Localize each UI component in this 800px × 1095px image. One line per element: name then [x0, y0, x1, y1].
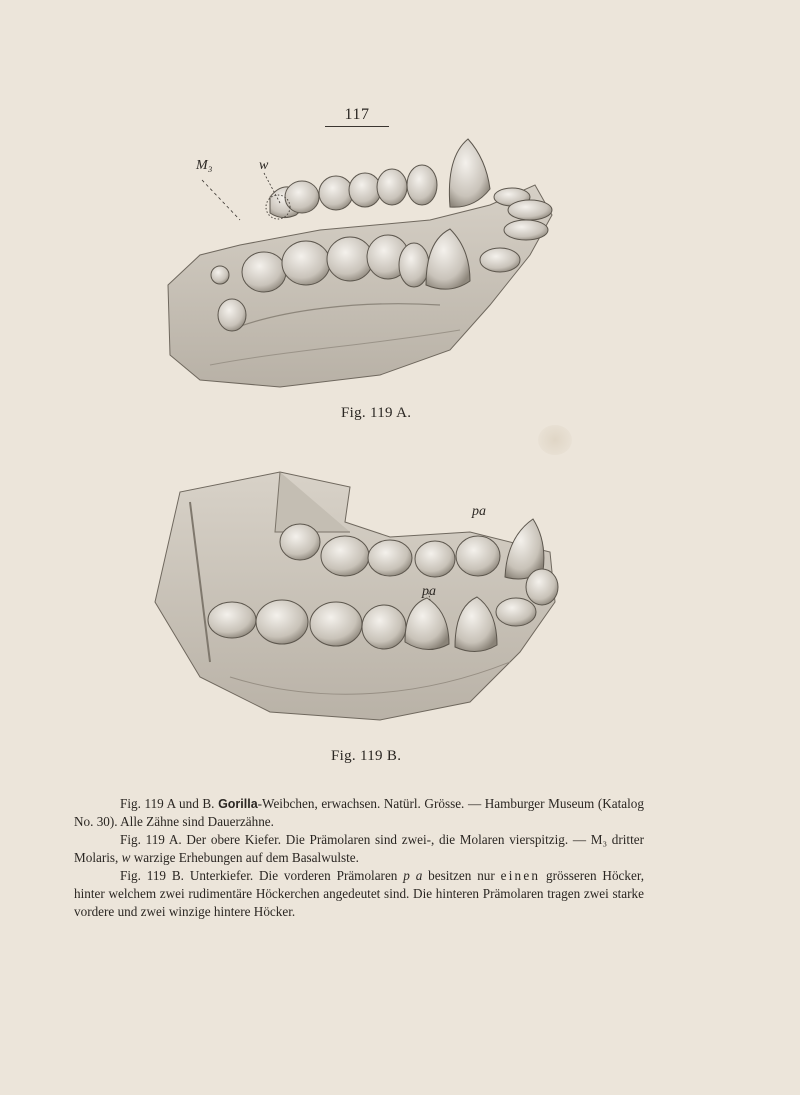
spaced-term: einen — [500, 868, 541, 883]
page-number: 117 — [325, 106, 389, 127]
figure-caption-119b: Fig. 119 B. — [331, 748, 402, 764]
italic-term: p a — [403, 868, 423, 883]
label-w: w — [259, 158, 269, 173]
paragraph-lower-jaw — [74, 867, 644, 921]
paper-stain — [538, 425, 572, 455]
label-pa-lower-row: pa — [422, 584, 436, 599]
italic-term: w — [121, 850, 131, 865]
label-pa-upper-row: pa — [472, 504, 486, 519]
paragraph-overview — [74, 795, 644, 831]
text-run: -Weibchen, erwachsen. Natürl. Grösse. — Hamburger Museum (Katalog No. 30). Alle Zähne sind Dauerzähne. — [74, 796, 644, 829]
upper-jaw-drawing — [160, 135, 570, 405]
figure-119a-upper-jaw-illustration — [160, 135, 570, 405]
lower-jaw-drawing — [150, 462, 570, 732]
text-run: grösseren Höcker, hinter welchem zwei rudimentäre Höckerchen angedeutet sind. Die hinteren Prämolaren tragen zwei starke vordere und zwei winzige hintere Höcker. — [74, 868, 645, 919]
figure-description — [74, 795, 644, 921]
text-run: Fig. 119 A und B. — [120, 796, 219, 811]
species-name: Gorilla — [218, 797, 258, 811]
text-run: warzige Erhebungen auf dem Basalwulste. — [130, 850, 359, 865]
label-m3: M₃ — [196, 158, 213, 173]
figure-caption-119a: Fig. 119 A. — [341, 405, 412, 421]
figure-119b-lower-jaw-illustration — [150, 462, 570, 732]
paragraph-upper-jaw — [74, 831, 644, 867]
text-run: Fig. 119 B. Unterkiefer. Die vorderen Prämolaren — [120, 868, 404, 883]
text-run: Fig. 119 A. Der obere Kiefer. Die Prämolaren sind zwei-, die Molaren vierspitzig. — M₃ dritter Molaris, — [74, 832, 644, 865]
text-run: besitzen nur — [422, 868, 501, 883]
